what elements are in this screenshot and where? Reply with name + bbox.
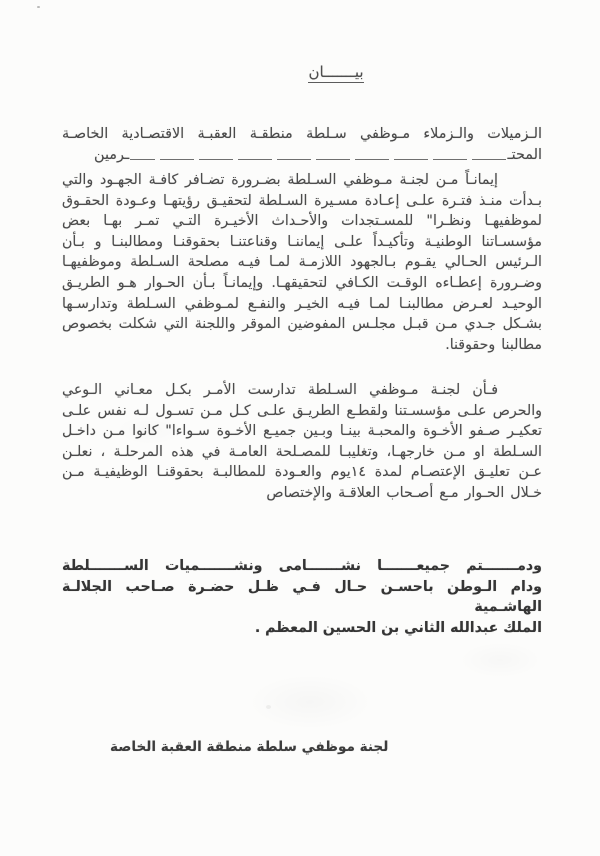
salutation-line2-start: المحتـ [507,147,542,163]
body-paragraph-2: فـأن لجنـة مـوظفي السـلطة تدارست الأمـر بكـل معـاني الـوعي والحرص علـى مؤسسـتنا ولقطـع الطريـق علـى كـل مـن تسـول لـه نفس علـى تعكيـر صـفو الأخـوة والمحبـة بينـا وبـين جميـع الأخـوة سـواءا" كانوا مـن داخـل السـلطة او مـن خارجهـا، وتغليبـا للمصـلحة العامـة في هذه المرحلـة ، نعلـن عـن تعليـق الإعتصـام لمدة ١٤يوم والعـودة للمطالبـة بحقوقنـا الوظيفيـة مـن خـلال الحـوار مـع أصـحاب العلاقـة والإختصاص [62,382,542,501]
body-paragraph-1: إيمانـاً مـن لجنـة مـوظفي السـلطة بضـرورة تضـافر كافـة الجهـود والتي بـدأت منـذ فتـرة علـى إعـادة مسـيرة السـلطة لتحقيـق رؤيتهـا وعـودة الحقـوق لموظفيهـا ونظـرا" للمسـتجدات والأحـداث الأخيـرة التـي تمـر بهـا بعض مؤسسـاتنا الوطنيـة وتأكيـداً علـى إيماننـا وقناعتنـا بحقوقنـا ومطالبنـا و بـأن الـرئيس الحـالي يقـوم بـالجهود اللازمـة لمـا فيـه مصلحة السـلطة وموظفيهـا وضـرورة إعطـاءه الوقـت الكـافي لتحقيقهـا. وإيمانـاً بـأن الحـوار هـو الطريـق الوحيـد لعـرض مطالبنـا لمـا فيـه الخيـر والنفـع لمـوظفي السـلطة وتدارسـها بشـكل جـدي مـن قبـل مجلـس المفوضين الموقر واللجنة التي شكلت بخصوص مطالبنا وحقوقنا. [62,172,542,353]
statement-title: بيـــــــان [308,63,364,81]
signature-line: لجنة موظفي سلطة منطقة العقبة الخاصة [110,739,389,755]
title-row [62,62,542,83]
closing-line-3: الملك عبدالله الثاني بن الحسين المعظم . [254,619,542,636]
closing-block [62,556,542,638]
salutation-line-1: الـزميلات والـزملاء مـوظفي سـلطة منطقـة العقبـة الاقتصـادية الخاصـة [62,126,542,142]
closing-line-2: ودام الـوطن باحسـن حـال فـي ظـل حضـرة صـاحب الجلالـة الهاشـمية [62,578,542,615]
salutation-line-2 [62,145,542,166]
tatweel-stretch-rule [130,159,506,161]
salutation-line2-end: ـرمين [94,147,130,163]
closing-line-1: ودمـــــــتم جميعـــــــا نشـــــــامى ونشـــــــميات الســـــــلطة [62,558,542,574]
salutation-block [62,124,542,166]
